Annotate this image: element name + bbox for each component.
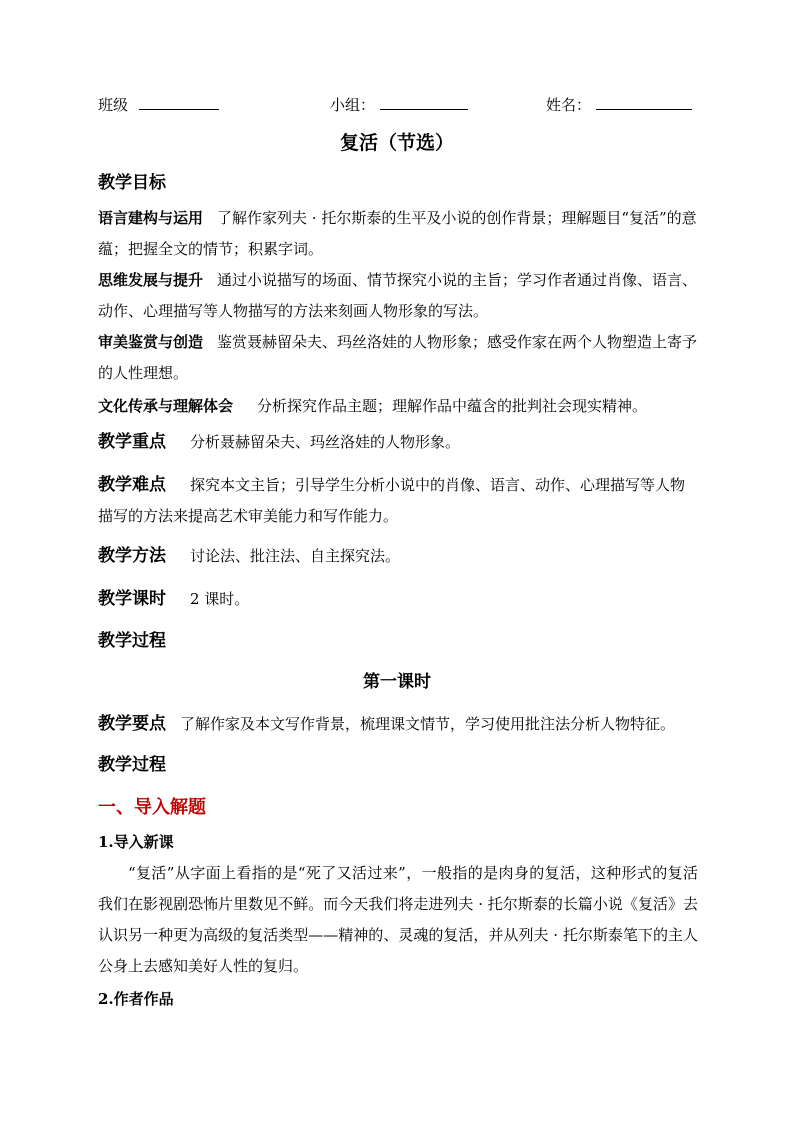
name-label: 姓名： xyxy=(546,96,592,114)
hours-label: 教学课时 xyxy=(98,589,166,609)
essentials-text: 了解作家及本文写作背景，梳理课文情节，学习使用批注法分析人物特征。 xyxy=(180,715,676,733)
essentials-row xyxy=(98,709,698,740)
key-point-row xyxy=(98,427,698,458)
class-field xyxy=(98,94,219,115)
goal-text: 分析探究作品主题；理解作品中蕴含的批判社会现实精神。 xyxy=(257,397,648,415)
intro-paragraph: “复活”从字面上看指的是“死了又活过来”，一般指的是肉身的复活，这种形式的复活我们在影视剧恐怖片里数见不鲜。而今天我们将走进列夫 · 托尔斯泰的长篇小说《复活》去认识另一种更为高级的复活类型——精神的、灵魂的复活，并从列夫 · 托尔斯泰笔下的主人公身上去感知美好人性的复归。 xyxy=(98,864,698,975)
class-blank[interactable] xyxy=(139,94,219,110)
section-one-heading: 一、导入解题 xyxy=(98,797,206,818)
essentials-label: 教学要点 xyxy=(98,714,166,734)
name-blank[interactable] xyxy=(596,94,692,110)
class-label: 班级 xyxy=(98,96,129,114)
hours-row xyxy=(98,584,698,615)
lesson-one-heading: 第一课时 xyxy=(363,672,431,692)
name-field xyxy=(546,94,692,115)
group-field xyxy=(330,94,468,115)
goal-label: 思维发展与提升 xyxy=(98,271,204,289)
goal-item-thinking xyxy=(98,265,698,327)
goal-item-language xyxy=(98,203,698,265)
key-point-label: 教学重点 xyxy=(98,432,166,452)
key-point-text: 分析聂赫留朵夫、玛丝洛娃的人物形象。 xyxy=(190,433,461,451)
difficulty-label: 教学难点 xyxy=(98,475,166,495)
method-text: 讨论法、批注法、自主探究法。 xyxy=(190,547,401,565)
subsection-author-heading: 2.作者作品 xyxy=(98,990,174,1008)
subsection-intro-heading: 1.导入新课 xyxy=(98,833,174,851)
goals-heading: 教学目标 xyxy=(98,173,166,193)
difficulty-row xyxy=(98,470,698,532)
process-heading-1: 教学过程 xyxy=(98,631,166,651)
process-heading-2: 教学过程 xyxy=(98,755,166,775)
hours-text: 2 课时。 xyxy=(190,590,250,608)
goal-item-aesthetic xyxy=(98,327,698,389)
goal-label: 语言建构与运用 xyxy=(98,209,204,227)
difficulty-text: 探究本文主旨；引导学生分析小说中的肖像、语言、动作、心理描写等人物描写的方法来提高艺术审美能力和写作能力。 xyxy=(98,476,686,525)
goal-text: 通过小说描写的场面、情节探究小说的主旨；学习作者通过肖像、语言、动作、心理描写等人物描写的方法来刻画人物形象的写法。 xyxy=(98,271,698,320)
goal-label: 审美鉴赏与创造 xyxy=(98,333,204,351)
document-title: 复活（节选） xyxy=(339,132,454,154)
group-blank[interactable] xyxy=(380,94,468,110)
goal-text: 鉴赏聂赫留朵夫、玛丝洛娃的人物形象；感受作家在两个人物塑造上寄予的人性理想。 xyxy=(98,333,698,382)
group-label: 小组： xyxy=(330,96,376,114)
method-row xyxy=(98,541,698,572)
goal-label: 文化传承与理解体会 xyxy=(98,397,234,415)
method-label: 教学方法 xyxy=(98,546,166,566)
goal-item-culture xyxy=(98,391,698,422)
goal-text: 了解作家列夫 · 托尔斯泰的生平及小说的创作背景；理解题目“复活”的意蕴；把握全文的情节；积累字词。 xyxy=(98,209,697,258)
